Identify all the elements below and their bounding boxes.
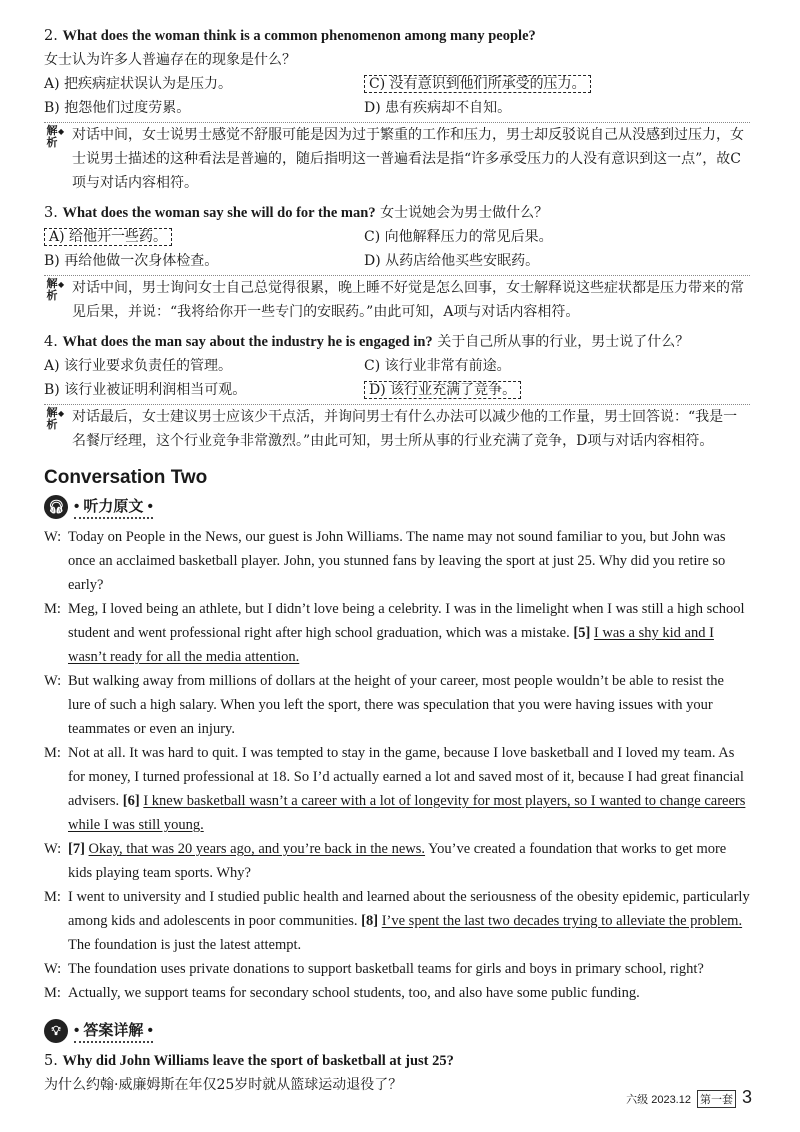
question-5-english: Why did John Williams leave the sport of basketball at just 25? xyxy=(62,1053,454,1069)
page-number: 3 xyxy=(741,1087,752,1107)
explanation-3: 解析 ◆ 对话中间，男士询问女士自己总觉得很累，晚上睡不好觉是怎么回事，女士解释说这些症状都是压力带来的常见后果，并说：“我将给你开一些专门的安眠药。”由此可知，A项与对话内容相符。 xyxy=(44,275,750,324)
question-4-english: What does the man say about the industry he is engaged in? xyxy=(62,334,433,350)
speaker-label: W: xyxy=(44,841,62,857)
answer-underline: I knew basketball wasn’t a career with a lot of longevity for most players, so I wanted to change careers while I was still young. xyxy=(68,793,746,833)
explanation-tag: 解析 ◆ xyxy=(44,407,60,431)
dialog-line: W: [7] Okay, that was 20 years ago, and you’re back in the news. You’ve created a foundation that works to get more kids playing team sports. Why? xyxy=(44,837,750,885)
option-c: C) 向他解释压力的常见后果。 xyxy=(364,229,553,245)
speaker-label: M: xyxy=(44,889,61,905)
option-a: A) 把疾病症状误认为是压力。 xyxy=(44,76,233,92)
speaker-label: W: xyxy=(44,529,62,545)
answer-marker: [6] xyxy=(122,793,140,809)
issue-label: 六级 2023.12 xyxy=(626,1094,691,1106)
question-3-options xyxy=(44,225,750,273)
explanation-tag: 解析 ◆ xyxy=(44,125,60,149)
speaker-label: W: xyxy=(44,961,62,977)
question-4-options xyxy=(44,354,750,402)
explanation-2: 解析 ◆ 对话中间，女士说男士感觉不舒服可能是因为过于繁重的工作和压力，男士却反驳说自己从没感到过压力，女士说男士描述的这种看法是普遍的，随后指明这一普遍看法是指“许多承受压力的人没有意识到这一点”，故C项与对话内容相符。 xyxy=(44,122,750,195)
option-b: B) 该行业被证明利润相当可观。 xyxy=(44,382,247,398)
dialog-line: M: Actually, we support teams for secondary school students, too, and also have some public funding. xyxy=(44,981,750,1005)
dialog-line: W: Today on People in the News, our guest is John Williams. The name may not sound familiar to you, but John was once an acclaimed basketball player. John, you stunned fans by leaving the sport at just 25. Why did you retire so early? xyxy=(44,525,750,597)
set-label: 第一套 xyxy=(697,1090,736,1108)
question-2-english: What does the woman think is a common phenomenon among many people? xyxy=(62,28,536,44)
section-title: Conversation Two xyxy=(44,467,208,488)
option-c: C) 该行业非常有前途。 xyxy=(364,358,511,374)
page-content xyxy=(44,24,750,1097)
headphones-icon: 🎧︎ xyxy=(44,495,68,519)
question-5: 5. Why did John Williams leave the sport of basketball at just 25? xyxy=(44,1053,454,1069)
option-d: D) 从药店给他买些安眠药。 xyxy=(364,253,540,269)
option-c-correct: C) 没有意识到他们所承受的压力。 xyxy=(364,72,750,96)
dialog-line: W: But walking away from millions of dollars at the height of your career, most people wouldn’t be able to resist the lure of such a high salary. When you left the sport, there was speculation that you were having issues with your teammates or even an injury. xyxy=(44,669,750,741)
page-footer xyxy=(626,1087,752,1108)
explanation-tag: 解析 ◆ xyxy=(44,278,60,302)
answer-underline: Okay, that was 20 years ago, and you’re back in the news. xyxy=(88,841,426,857)
speaker-label: M: xyxy=(44,985,61,1001)
lightbulb-icon: 💡︎ xyxy=(44,1019,68,1043)
option-b: B) 再给他做一次身体检查。 xyxy=(44,253,219,269)
question-2: 2. What does the woman think is a common phenomenon among many people? xyxy=(44,28,536,44)
dialog-line: M: Meg, I loved being an athlete, but I didn’t love being a celebrity. I was in the limelight when I was still a high school student and went professional right after high school graduation, which was a mistake. [5] I was a shy kid and I wasn’t ready for all the media attention. xyxy=(44,597,750,669)
answer-underline: I was a shy kid and I wasn’t ready for all the media attention. xyxy=(68,625,714,665)
dialog-transcript xyxy=(44,525,750,1005)
explanation-4: 解析 ◆ 对话最后，女士建议男士应该少干点活，并询问男士有什么办法可以减少他的工作量，男士回答说：“我是一名餐厅经理，这个行业竞争非常激烈。”由此可知，男士所从事的行业充满了竞争，D项与对话内容相符。 xyxy=(44,404,750,453)
speaker-label: M: xyxy=(44,601,61,617)
option-d: D) 患有疾病却不自知。 xyxy=(364,100,512,116)
question-3: 3. What does the woman say she will do for the man? 女士说她会为男士做什么？ xyxy=(44,205,549,221)
question-5-chinese: 为什么约翰·威廉姆斯在年仅25岁时就从篮球运动退役了？ xyxy=(44,1077,403,1093)
option-a: A) 该行业要求负责任的管理。 xyxy=(44,358,233,374)
question-4-chinese: 关于自己所从事的行业，男士说了什么？ xyxy=(437,334,690,350)
option-b: B) 抱怨他们过度劳累。 xyxy=(44,100,191,116)
answer-marker: [7] xyxy=(68,841,85,857)
question-2-options xyxy=(44,72,750,120)
question-3-chinese: 女士说她会为男士做什么？ xyxy=(380,205,549,221)
answer-marker: [8] xyxy=(361,913,379,929)
speaker-label: W: xyxy=(44,673,62,689)
answer-marker: [5] xyxy=(573,625,591,641)
option-a-correct: A) 给他开一些药。 xyxy=(44,225,364,249)
answer-explanation-badge: 💡︎ • 答案详解 • xyxy=(44,1019,750,1043)
question-4: 4. What does the man say about the industry he is engaged in? 关于自己所从事的行业，男士说了什么？ xyxy=(44,334,690,350)
question-3-english: What does the woman say she will do for the man? xyxy=(62,205,376,221)
dialog-line: M: I went to university and I studied public health and learned about the seriousness of the obesity epidemic, particularly among kids and adolescents in poor communities. [8] I’ve spent the last two decades trying to alleviate the problem. The foundation is just the latest attempt. xyxy=(44,885,750,957)
question-2-chinese: 女士认为许多人普遍存在的现象是什么？ xyxy=(44,52,296,68)
option-d-correct: D) 该行业充满了竞争。 xyxy=(364,378,750,402)
listening-script-badge: 🎧︎ • 听力原文 • xyxy=(44,495,750,519)
dialog-line: W: The foundation uses private donations to support basketball teams for girls and boys in primary school, right? xyxy=(44,957,750,981)
answer-underline: I’ve spent the last two decades trying to alleviate the problem. xyxy=(381,913,743,929)
speaker-label: M: xyxy=(44,745,61,761)
dialog-line: M: Not at all. It was hard to quit. I was tempted to stay in the game, because I love basketball and I loved my team. As for money, I turned professional at 18. So I’d actually earned a lot and saved most of it, because I had great financial advisers. [6] I knew basketball wasn’t a career with a lot of longevity for most players, so I wanted to change careers while I was still young. xyxy=(44,741,750,837)
